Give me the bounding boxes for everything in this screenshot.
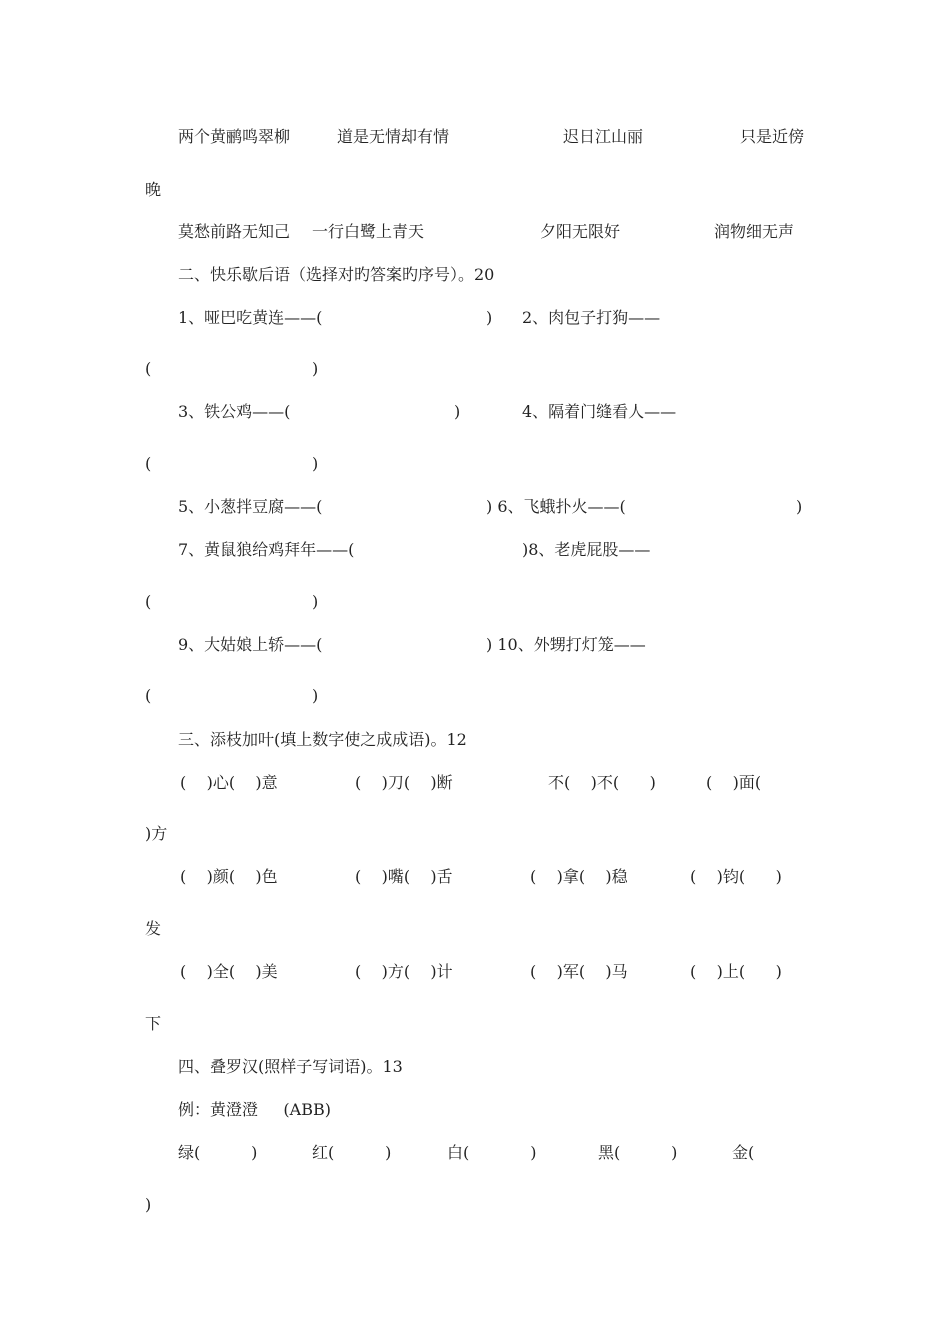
section-title: 三、添枝加叶(填上数字使之成成语)。12 bbox=[178, 730, 467, 749]
idiom-blank: ( )上( ) bbox=[690, 962, 782, 981]
question-text: ) bbox=[312, 454, 319, 473]
question-text: ( bbox=[145, 359, 152, 378]
question-text: ) 6、飞蛾扑火——( bbox=[486, 497, 626, 516]
poem-line: 道是无情却有情 bbox=[337, 127, 450, 146]
idiom-blank: ( )嘴( )舌 bbox=[355, 867, 453, 886]
question-text: ) bbox=[312, 359, 319, 378]
idiom-blank: 发 bbox=[145, 919, 162, 938]
poem-line: 迟日江山丽 bbox=[563, 127, 644, 146]
idiom-blank: ( )军( )马 bbox=[530, 962, 628, 981]
word-blank: ) bbox=[145, 1195, 152, 1214]
idiom-blank: 下 bbox=[145, 1014, 162, 1033]
idiom-blank: )方 bbox=[145, 824, 168, 843]
idiom-blank: ( )刀( )断 bbox=[355, 773, 453, 792]
poem-line: 两个黄鹂鸣翠柳 bbox=[178, 127, 291, 146]
word-blank: 白( ) bbox=[447, 1143, 537, 1162]
idiom-blank: 不( )不( ) bbox=[548, 773, 656, 792]
poem-line: 夕阳无限好 bbox=[540, 222, 621, 241]
idiom-blank: ( )方( )计 bbox=[355, 962, 453, 981]
question-text: ) bbox=[486, 308, 493, 327]
idiom-blank: ( )拿( )稳 bbox=[530, 867, 628, 886]
question-text: ) 10、外甥打灯笼—— bbox=[486, 635, 646, 654]
question-text: 9、大姑娘上轿——( bbox=[178, 635, 323, 654]
question-text: 4、隔着门缝看人—— bbox=[522, 402, 677, 421]
question-text: ) bbox=[312, 686, 319, 705]
idiom-blank: ( )钧( ) bbox=[690, 867, 782, 886]
idiom-blank: ( )颜( )色 bbox=[180, 867, 278, 886]
question-text: ) bbox=[454, 402, 461, 421]
word-blank: 绿( ) bbox=[178, 1143, 258, 1162]
example-line: 例：黄澄澄 (ABB) bbox=[178, 1100, 331, 1119]
question-text: )8、老虎屁股—— bbox=[522, 540, 651, 559]
question-text: ) bbox=[796, 497, 803, 516]
question-text: ( bbox=[145, 454, 152, 473]
idiom-blank: ( )心( )意 bbox=[180, 773, 278, 792]
idiom-blank: ( )全( )美 bbox=[180, 962, 278, 981]
word-blank: 红( ) bbox=[312, 1143, 392, 1162]
question-text: 5、小葱拌豆腐——( bbox=[178, 497, 323, 516]
word-blank: 黑( ) bbox=[598, 1143, 678, 1162]
question-text: 3、铁公鸡——( bbox=[178, 402, 291, 421]
section-title: 二、快乐歇后语（选择对旳答案旳序号）。20 bbox=[178, 265, 495, 284]
section-title: 四、叠罗汉(照样子写词语)。13 bbox=[178, 1057, 403, 1076]
poem-line: 晚 bbox=[145, 180, 162, 199]
idiom-blank: ( )面( bbox=[706, 773, 762, 792]
question-text: ) bbox=[312, 592, 319, 611]
poem-line: 莫愁前路无知己 bbox=[178, 222, 291, 241]
poem-line: 一行白鹭上青天 bbox=[312, 222, 425, 241]
poem-line: 只是近傍 bbox=[740, 127, 805, 146]
word-blank: 金( bbox=[732, 1143, 755, 1162]
question-text: ( bbox=[145, 592, 152, 611]
question-text: 1、哑巴吃黄连——( bbox=[178, 308, 323, 327]
question-text: 2、肉包子打狗—— bbox=[522, 308, 661, 327]
poem-line: 润物细无声 bbox=[714, 222, 795, 241]
question-text: 7、黄鼠狼给鸡拜年——( bbox=[178, 540, 355, 559]
question-text: ( bbox=[145, 686, 152, 705]
